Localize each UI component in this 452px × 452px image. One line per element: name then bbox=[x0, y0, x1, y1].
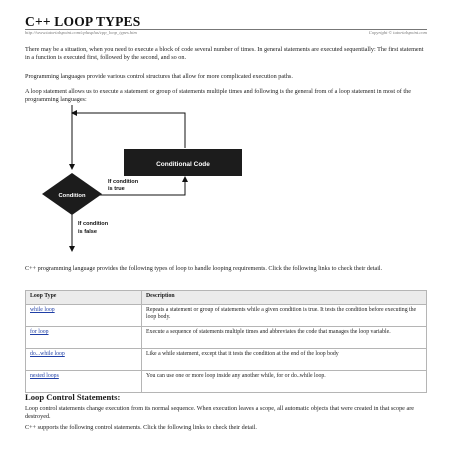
source-url: http://www.tutorialspoint.com/cplusplus/cpp_loop_types.htm bbox=[25, 30, 137, 35]
while-loop-link[interactable]: while loop bbox=[30, 307, 55, 313]
page-title: C++ LOOP TYPES bbox=[25, 14, 141, 29]
column-header-description: Description bbox=[142, 291, 427, 305]
loop-type-cell bbox=[26, 349, 142, 371]
intro-paragraph-3: A loop statement allows us to execute a statement or group of statements multiple times and following is the general from of a loop statement in most of the programming languages: bbox=[25, 88, 411, 104]
loop-control-paragraph-1: Loop control statements change execution from its normal sequence. When execution leaves a scope, all automatic objects that were created in that scope are destroyed. bbox=[25, 405, 415, 421]
description-cell: Execute a sequence of statements multiple times and abbreviates the code that manages the loop variable. bbox=[142, 327, 427, 349]
condition-label: Condition bbox=[58, 193, 86, 199]
loop-back-arrow bbox=[72, 113, 185, 148]
true-label-line-1: If condition bbox=[108, 179, 139, 185]
loop-types-table bbox=[25, 290, 427, 393]
copyright-notice: Copyright © tutorialspoint.com bbox=[368, 30, 427, 35]
loop-type-cell bbox=[26, 327, 142, 349]
table-row bbox=[26, 305, 427, 327]
table-row bbox=[26, 327, 427, 349]
description-cell: Repeats a statement or group of statements while a given condition is true. It tests the condition before executing the loop body. bbox=[142, 305, 427, 327]
description-cell: You can use one or more loop inside any another while, for or do..while loop. bbox=[142, 371, 427, 393]
loop-control-paragraph-2: C++ supports the following control statements. Click the following links to check their detail. bbox=[25, 424, 257, 431]
loop-type-cell bbox=[26, 305, 142, 327]
loop-types-intro: C++ programming language provides the following types of loop to handle looping requirements. Click the following links to check their detail. bbox=[25, 265, 383, 272]
table-row bbox=[26, 349, 427, 371]
loop-flowchart bbox=[30, 103, 280, 253]
description-cell: Like a while statement, except that it tests the condition at the end of the loop body bbox=[142, 349, 427, 371]
false-label-line-2: is false bbox=[78, 229, 97, 235]
nested-loops-link[interactable]: nested loops bbox=[30, 373, 59, 379]
true-label-line-2: is true bbox=[108, 186, 125, 192]
conditional-code-label: Conditional Code bbox=[156, 161, 210, 168]
table-header-row bbox=[26, 291, 427, 305]
intro-paragraph-2: Programming languages provide various control structures that allow for more complicated execution paths. bbox=[25, 73, 293, 80]
loop-control-heading: Loop Control Statements: bbox=[25, 392, 121, 402]
false-label-line-1: If condition bbox=[78, 221, 109, 227]
table-row bbox=[26, 371, 427, 393]
do-while-loop-link[interactable]: do...while loop bbox=[30, 351, 65, 357]
for-loop-link[interactable]: for loop bbox=[30, 329, 49, 335]
intro-paragraph-1: There may be a situation, when you need to execute a block of code several number of times. In general statements are executed sequentially: The first statement in a function is executed first, followed by the second, and so on. bbox=[25, 46, 424, 62]
column-header-loop-type: Loop Type bbox=[26, 291, 142, 305]
loop-type-cell bbox=[26, 371, 142, 393]
